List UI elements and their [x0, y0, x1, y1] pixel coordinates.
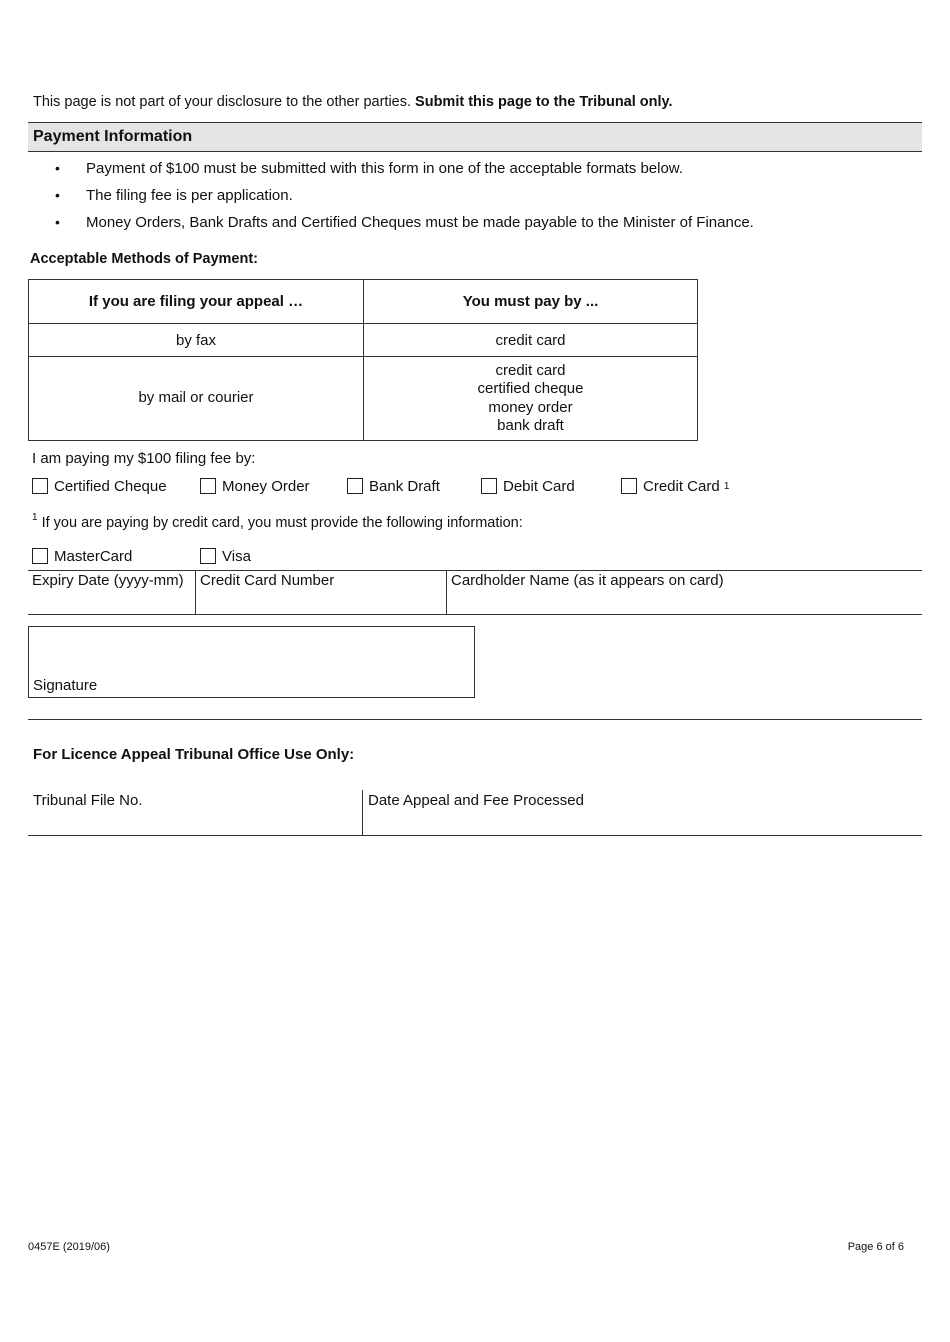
bullet-icon: • [55, 214, 60, 230]
mastercard-checkbox[interactable] [32, 548, 48, 564]
page-number: Page 6 of 6 [847, 1241, 904, 1253]
tribunal-file-no-field[interactable]: Tribunal File No. [33, 792, 143, 809]
certified-cheque-option[interactable]: Certified Cheque [32, 476, 167, 496]
bullet-icon: • [55, 160, 60, 176]
card-number-field[interactable]: Credit Card Number [195, 571, 446, 614]
notice-text: This page is not part of your disclosure to the other parties. [33, 94, 416, 110]
payment-information-header [28, 122, 922, 152]
bullet-icon: • [55, 187, 60, 203]
date-processed-field[interactable]: Date Appeal and Fee Processed [362, 790, 922, 835]
cardholder-name-field[interactable]: Cardholder Name (as it appears on card) [446, 571, 922, 614]
submission-notice [33, 94, 673, 110]
notice-bold: Submit this page to the Tribunal only. [415, 94, 673, 110]
mastercard-option[interactable]: MasterCard [32, 546, 132, 566]
payment-methods-table [28, 279, 698, 441]
signature-field[interactable] [28, 626, 475, 698]
pay-method: money order [488, 398, 573, 416]
payment-bullet-list [55, 158, 915, 239]
bank-draft-option[interactable]: Bank Draft [347, 476, 440, 496]
credit-card-checkbox[interactable] [621, 478, 637, 494]
form-id: 0457E (2019/06) [28, 1241, 110, 1253]
table-cell: by mail or courier [29, 357, 364, 441]
pay-method: credit card [495, 361, 566, 379]
credit-card-option[interactable]: Credit Card 1 [621, 476, 729, 496]
expiry-date-field[interactable]: Expiry Date (yyyy-mm) [32, 572, 184, 589]
list-item: • Payment of $100 must be submitted with this form in one of the acceptable formats below. [55, 160, 683, 177]
filing-column-header: If you are filing your appeal … [29, 280, 364, 324]
table-cell: by fax [29, 324, 364, 357]
office-use-grid [28, 790, 922, 836]
section-title: Payment Information [33, 128, 193, 145]
table-row [29, 324, 698, 357]
table-row [29, 357, 698, 441]
footnote-marker: 1 [723, 480, 730, 492]
card-details-grid [28, 570, 922, 615]
bank-draft-checkbox[interactable] [347, 478, 363, 494]
pay-method: certified cheque [477, 380, 584, 397]
visa-option[interactable]: Visa [200, 546, 251, 566]
table-cell [364, 357, 698, 441]
table-header-row [29, 280, 698, 324]
credit-card-note: $^1$ If you are paying by credit card, you must provide the following information: [32, 512, 523, 531]
divider [28, 719, 922, 720]
table-cell: credit card [364, 324, 698, 357]
office-use-heading: For Licence Appeal Tribunal Office Use Only: [33, 746, 355, 763]
money-order-checkbox[interactable] [200, 478, 216, 494]
paying-label: I am paying my $100 filing fee by: [32, 450, 256, 467]
debit-card-checkbox[interactable] [481, 478, 497, 494]
list-item: • Money Orders, Bank Drafts and Certified Cheques must be made payable to the Minister of Finance. [55, 214, 754, 231]
pay-column-header: You must pay by ... [364, 280, 698, 324]
certified-cheque-checkbox[interactable] [32, 478, 48, 494]
methods-heading: Acceptable Methods of Payment: [30, 251, 259, 267]
signature-label: Signature [33, 677, 98, 694]
list-item: • The filing fee is per application. [55, 187, 293, 204]
pay-method: bank draft [497, 417, 564, 434]
visa-checkbox[interactable] [200, 548, 216, 564]
money-order-option[interactable]: Money Order [200, 476, 310, 496]
debit-card-option[interactable]: Debit Card [481, 476, 575, 496]
